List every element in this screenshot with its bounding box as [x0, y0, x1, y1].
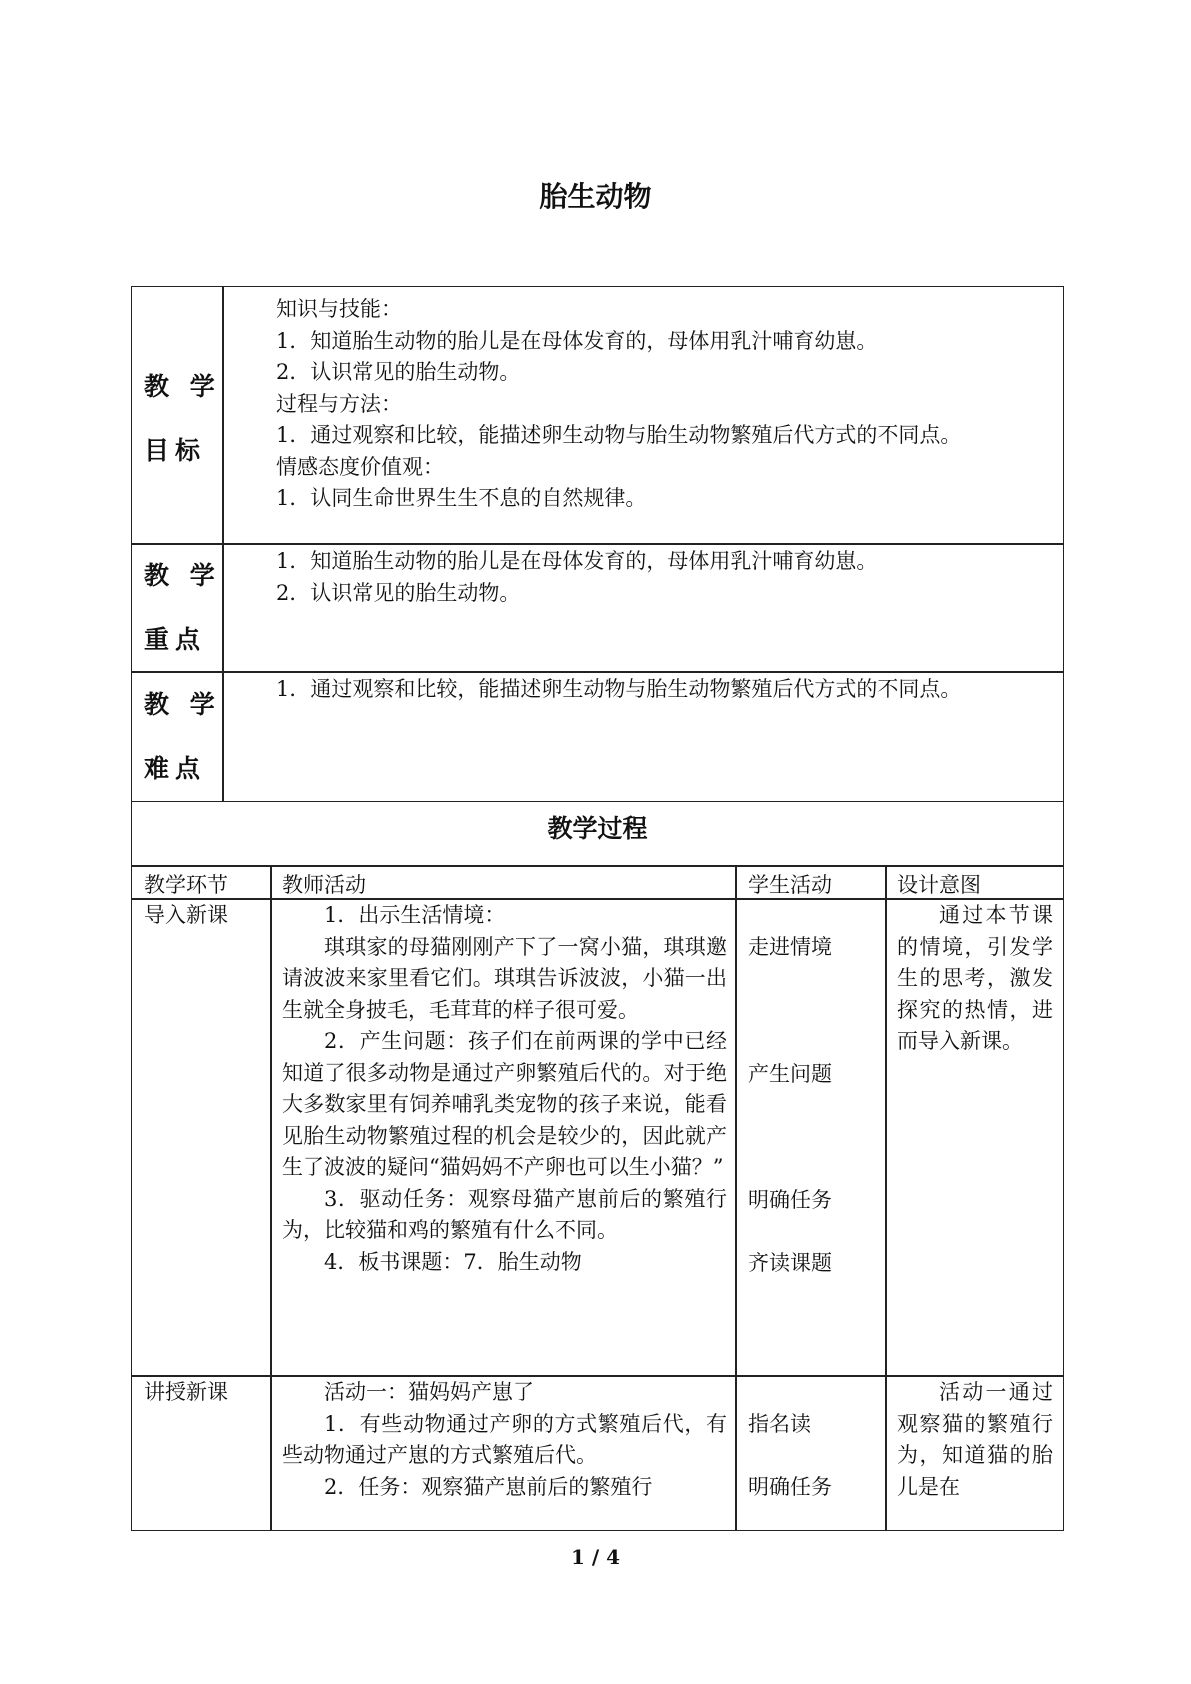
student-activity: 走进情境	[748, 935, 832, 959]
header-stage: 教学环节	[144, 873, 228, 897]
header-student: 学生活动	[748, 873, 832, 897]
student-activity: 产生问题	[748, 1062, 832, 1086]
student-activity: 指名读	[748, 1412, 811, 1436]
col-divider-3	[885, 865, 887, 1531]
key-points-content: 1．知道胎生动物的胎儿是在母体发育的，母体用乳汁哺育幼崽。 2．认识常见的胎生动物。	[276, 549, 878, 605]
stage-cell: 讲授新课	[144, 1380, 228, 1404]
teacher-activity: 1．出示生活情境： 琪琪家的母猫刚刚产下了一窝小猫，琪琪邀请波波来家里看它们。琪琪告诉波波，小猫一出生就全身披毛，毛茸茸的样子很可爱。 2．产生问题：孩子们在前两课的学中已经知道了很多动物是通过产卵繁殖后代的。对于绝大多数家里有饲养哺乳类宠物的孩子来说，能看见胎生动物繁殖过程的机会是较少的，因此就产生了波波的疑问“猫妈妈不产卵也可以生小猫？” 3．驱动任务：观察母猫产崽前后的繁殖行为，比较猫和鸡的繁殖有什么不同。 4．板书课题：7．胎生动物	[282, 903, 727, 1274]
student-activity: 明确任务	[748, 1475, 832, 1499]
teacher-activity: 活动一：猫妈妈产崽了 1．有些动物通过产卵的方式繁殖后代，有些动物通过产崽的方式繁殖后代。 2．任务：观察猫产崽前后的繁殖行	[282, 1380, 727, 1499]
objectives-content: 知识与技能： 1．知道胎生动物的胎儿是在母体发育的，母体用乳汁哺育幼崽。 2．认识常见的胎生动物。 过程与方法： 1．通过观察和比较，能描述卵生动物与胎生动物繁殖后代方式的不同点。 情感态度价值观： 1．认同生命世界生生不息的自然规律。	[276, 297, 962, 510]
header-intent: 设计意图	[897, 873, 981, 897]
page-title: 胎生动物	[539, 180, 652, 213]
objectives-label: 教 学 目标	[144, 372, 221, 465]
difficulties-label: 教 学 难点	[144, 690, 221, 783]
design-intent: 活动一通过观察猫的繁殖行为，知道猫的胎儿是在	[897, 1380, 1053, 1499]
header-teacher: 教师活动	[282, 873, 366, 897]
student-activity: 明确任务	[748, 1188, 832, 1212]
process-heading: 教学过程	[547, 814, 648, 843]
design-intent: 通过本节课的情境，引发学生的思考，激发探究的热情，进而导入新课。	[897, 903, 1053, 1053]
student-activity: 齐读课题	[748, 1251, 832, 1275]
row-divider-2	[131, 671, 1064, 673]
page-number: 1 / 4	[570, 1545, 621, 1569]
col-divider-2	[735, 865, 737, 1531]
stage-cell: 导入新课	[144, 903, 228, 927]
row-divider-1	[131, 543, 1064, 545]
col-divider-1	[270, 865, 272, 1531]
difficulties-content: 1．通过观察和比较，能描述卵生动物与胎生动物繁殖后代方式的不同点。	[276, 677, 962, 701]
key-points-label: 教 学 重点	[144, 561, 221, 654]
